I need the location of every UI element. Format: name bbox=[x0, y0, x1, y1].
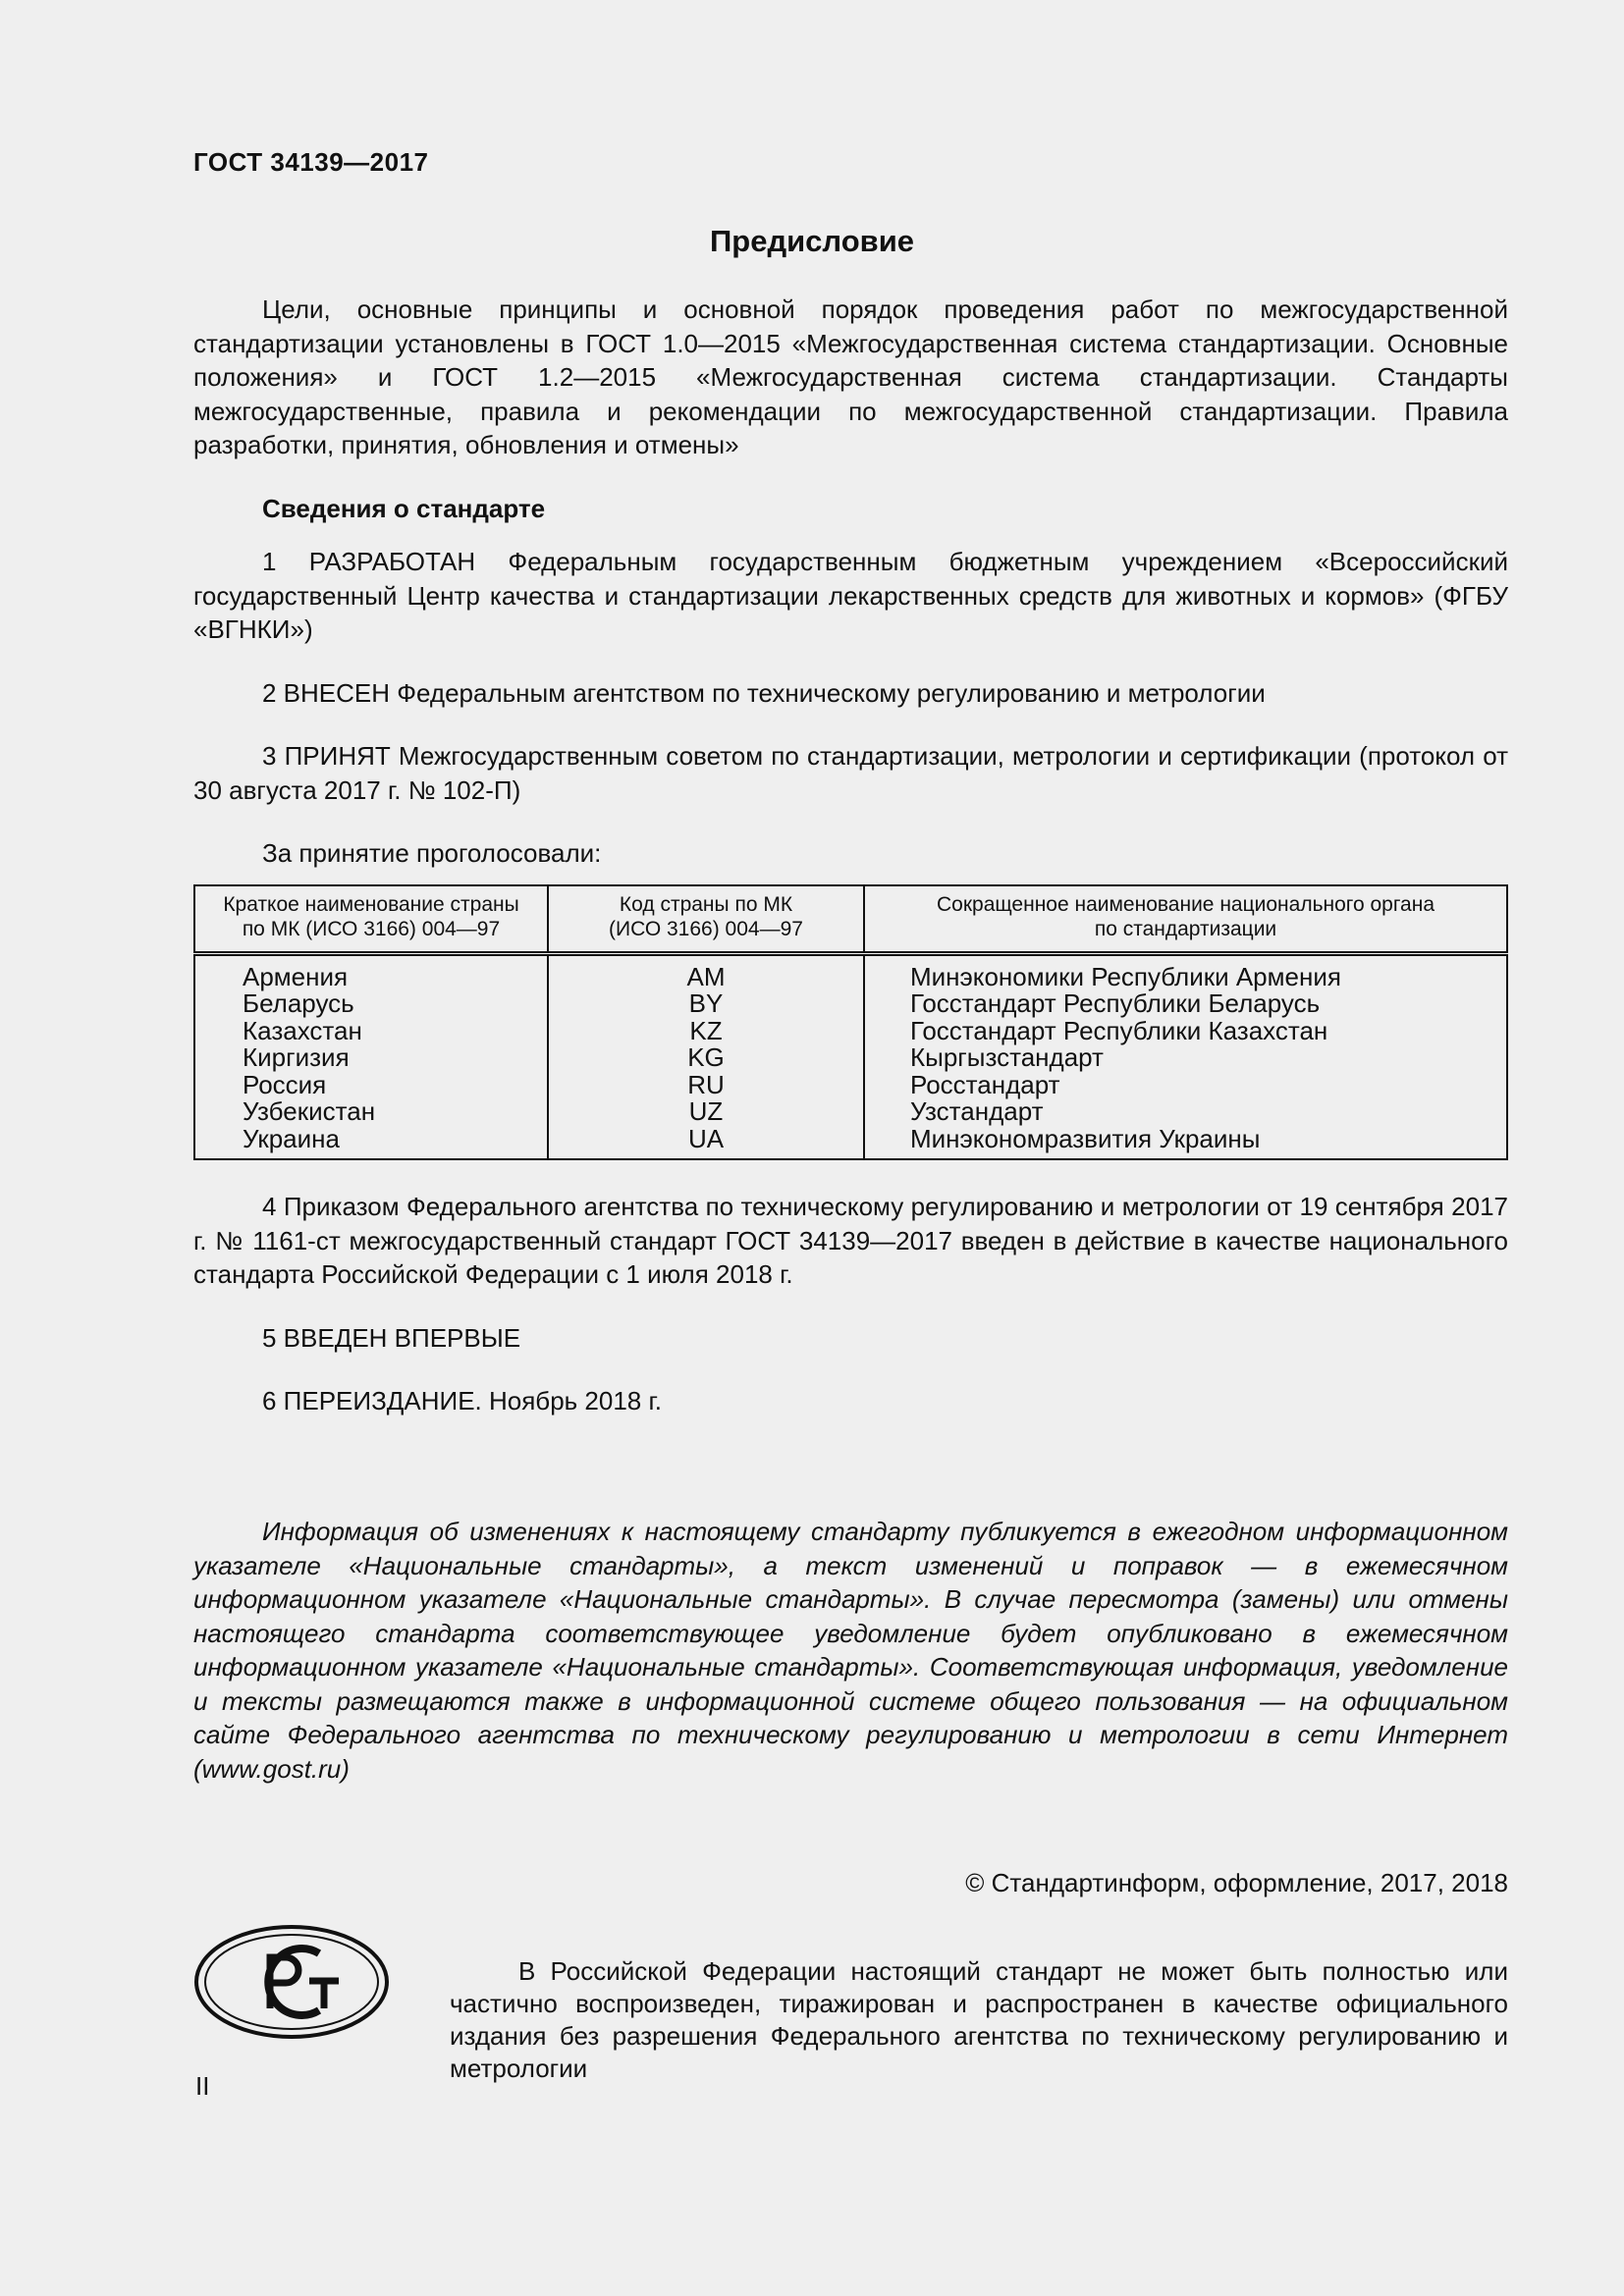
standards-body: Минэкономики Республики Армения bbox=[910, 961, 1341, 991]
country-name: Узбекистан bbox=[243, 1096, 376, 1126]
country-column bbox=[194, 953, 548, 1159]
standards-body: Узстандарт bbox=[910, 1096, 1044, 1126]
voting-table bbox=[193, 884, 1508, 1161]
intro-paragraph: Цели, основные принципы и основной порядок проведения работ по межгосударственной стандартизации установлены в ГОСТ 1.0—2015 «Межгосударственная система стандартизации. Основные положения» и ГОСТ 1.2—2015 «Межгосударственная система стандартизации. Стандарты межгосударственные, правила и рекомендации по межгосударственной стандартизации. Правила разработки, принятия, обновления и отмены» bbox=[193, 294, 1508, 459]
country-name: Киргизия bbox=[243, 1042, 350, 1072]
item-1: 1 РАЗРАБОТАН Федеральным государственным бюджетным учреждением «Всероссийский государственный Центр качества и стандартизации лекарственных средств для животных и кормов» (ФГБУ «ВГНКИ») bbox=[193, 547, 1508, 644]
change-info-notice: Информация об изменениях к настоящему стандарту публикуется в ежегодном информационном указателе «Национальные стандарты», а текст изменений и поправок — в ежемесячном информационном указателе «Национальные стандарты». В случае пересмотра (замены) или отмены настоящего стандарта соответствующее уведомление будет опубликовано в ежемесячном информационном указателе «Национальные стандарты». Соответствующая информация, уведомление и тексты размещаются также в информационной системе общего пользования — на официальном сайте Федерального агентства по техническому регулированию и метрологии в сети Интернет (www.gost.ru) bbox=[193, 1517, 1508, 1784]
document-header: ГОСТ 34139—2017 bbox=[193, 147, 429, 177]
item-2: 2 ВНЕСЕН Федеральным агентством по техническому регулированию и метрологии bbox=[262, 677, 1266, 708]
item-5: 5 ВВЕДЕН ВПЕРВЫЕ bbox=[262, 1322, 521, 1353]
item-6: 6 ПЕРЕИЗДАНИЕ. Ноябрь 2018 г. bbox=[262, 1386, 663, 1415]
country-name: Беларусь bbox=[243, 988, 354, 1018]
standards-body: Кыргызстандарт bbox=[910, 1042, 1104, 1072]
preface-content bbox=[193, 293, 1508, 1418]
header-body: Сокращенное наименование национального органа по стандартизации bbox=[864, 885, 1507, 954]
item-4: 4 Приказом Федерального агентства по техническому регулированию и метрологии от 19 сентября 2017 г. № 1161-ст межгосударственный стандарт ГОСТ 34139—2017 введен в действие в качестве национального стандарта Российской Федерации с 1 июля 2018 г. bbox=[193, 1192, 1508, 1289]
table-body-row bbox=[194, 953, 1507, 1159]
country-code: KZ bbox=[689, 1015, 723, 1045]
rst-certification-mark-icon bbox=[193, 1924, 390, 2045]
country-name: Казахстан bbox=[243, 1015, 362, 1045]
voted-label: За принятие проголосовали: bbox=[262, 838, 602, 868]
country-code: AM bbox=[686, 961, 726, 991]
country-code: UZ bbox=[688, 1096, 724, 1126]
table-header-row bbox=[194, 885, 1507, 954]
page-title: Предисловие bbox=[709, 224, 914, 258]
page-number: II bbox=[195, 2071, 210, 2101]
country-code: UA bbox=[687, 1123, 725, 1153]
header-country: Краткое наименование страны по МК (ИСО 3166) 004—97 bbox=[194, 885, 548, 954]
code-column bbox=[548, 953, 864, 1159]
country-name: Россия bbox=[243, 1069, 327, 1099]
info-heading: Сведения о стандарте bbox=[262, 493, 546, 523]
country-code: BY bbox=[688, 988, 724, 1018]
standards-body: Госстандарт Республики Казахстан bbox=[910, 1015, 1328, 1045]
standards-body: Минэкономразвития Украины bbox=[910, 1123, 1261, 1153]
country-name: Армения bbox=[243, 961, 349, 991]
country-code: KG bbox=[687, 1042, 725, 1072]
reproduction-notice: В Российской Федерации настоящий стандарт не может быть полностью или частично воспроизведен, тиражирован и распространен в качестве официального издания без разрешения Федерального агентства по техническому регулированию и метрологии bbox=[450, 1956, 1508, 2083]
standards-body: Госстандарт Республики Беларусь bbox=[910, 988, 1321, 1018]
body-column bbox=[864, 953, 1507, 1159]
country-name: Украина bbox=[243, 1123, 340, 1153]
header-code: Код страны по МК (ИСО 3166) 004—97 bbox=[548, 885, 864, 954]
item-3: 3 ПРИНЯТ Межгосударственным советом по стандартизации, метрологии и сертификации (протокол от 30 августа 2017 г. № 102-П) bbox=[193, 741, 1508, 805]
country-code: RU bbox=[687, 1069, 725, 1099]
copyright: © Стандартинформ, оформление, 2017, 2018 bbox=[965, 1868, 1508, 1897]
standards-body: Росстандарт bbox=[910, 1069, 1060, 1099]
